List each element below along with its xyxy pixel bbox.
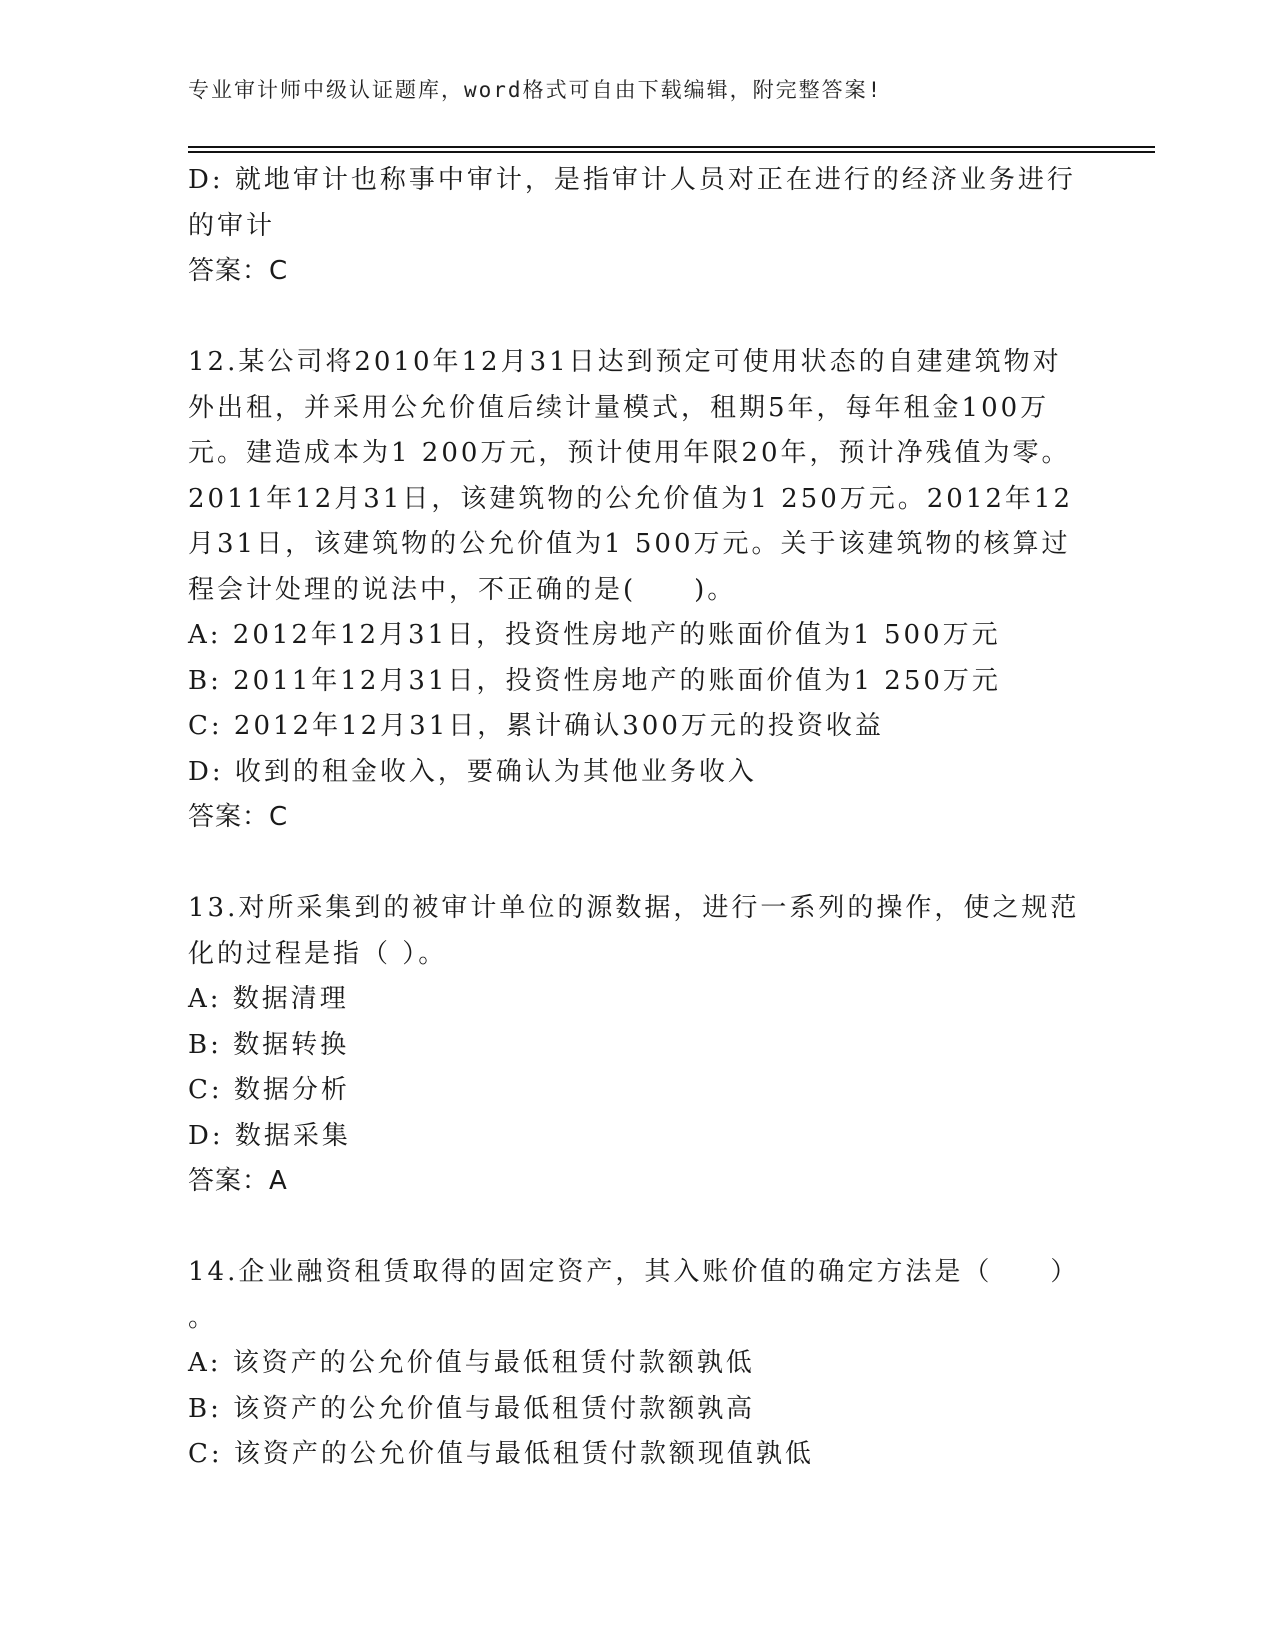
- header-rule-top: [188, 146, 1155, 148]
- q12-option-a: A: 2012年12月31日，投资性房地产的账面价值为1 500万元: [188, 620, 1001, 650]
- q14-stem-line: 。: [188, 1302, 218, 1333]
- q13-option-c: C: 数据分析: [188, 1075, 350, 1105]
- page-header: 专业审计师中级认证题库，word格式可自由下载编辑，附完整答案!: [188, 78, 883, 102]
- spacer: [188, 1205, 1078, 1251]
- q14-option-c: C: 该资产的公允价值与最低租赁付款额现值孰低: [188, 1439, 814, 1469]
- q13-option-a: A: 数据清理: [188, 984, 349, 1014]
- q12-stem-line: 外出租，并采用公允价值后续计量模式，租期5年，每年租金100万: [188, 392, 1050, 423]
- q11-option-d-line1: D: 就地审计也称事中审计，是指审计人员对正在进行的经济业务进行: [188, 165, 1076, 195]
- q11-option-d-line2: 的审计: [188, 210, 276, 241]
- q12-stem-line: 月31日，该建筑物的公允价值为1 500万元。关于该建筑物的核算过: [188, 529, 1071, 559]
- q12-option-d: D: 收到的租金收入，要确认为其他业务收入: [188, 756, 757, 787]
- q13-option-d: D: 数据采集: [188, 1120, 351, 1151]
- q13-answer: 答案：A: [188, 1166, 288, 1196]
- q14-option-a: A: 该资产的公允价值与最低租赁付款额孰低: [188, 1348, 755, 1378]
- q13-stem-line: 13.对所采集到的被审计单位的源数据，进行一系列的操作，使之规范: [188, 893, 1080, 923]
- q14-stem-line: 14.企业融资租赁取得的固定资产，其入账价值的确定方法是（ ）: [188, 1257, 1080, 1287]
- q11-answer: 答案：C: [188, 256, 289, 286]
- q12-stem-line: 2011年12月31日，该建筑物的公允价值为1 250万元。2012年12: [188, 483, 1074, 514]
- q12-stem-line: 程会计处理的说法中，不正确的是( )。: [188, 574, 737, 605]
- q13-option-b: B: 数据转换: [188, 1029, 350, 1060]
- q12-answer: 答案：C: [188, 802, 289, 832]
- spacer: [188, 841, 1078, 887]
- q12-option-b: B: 2011年12月31日，投资性房地产的账面价值为1 250万元: [188, 665, 1001, 696]
- q14-option-b: B: 该资产的公允价值与最低租赁付款额孰高: [188, 1393, 756, 1424]
- spacer: [188, 295, 1078, 341]
- header-rule-bottom: [188, 151, 1155, 153]
- q13-stem-line: 化的过程是指（ ）。: [188, 938, 448, 969]
- question-content: [188, 158, 1078, 1478]
- q12-stem-line: 元。建造成本为1 200万元，预计使用年限20年，预计净残值为零。: [188, 438, 1071, 468]
- q12-option-c: C: 2012年12月31日，累计确认300万元的投资收益: [188, 711, 884, 741]
- q12-stem-line: 12.某公司将2010年12月31日达到预定可使用状态的自建建筑物对: [188, 347, 1062, 377]
